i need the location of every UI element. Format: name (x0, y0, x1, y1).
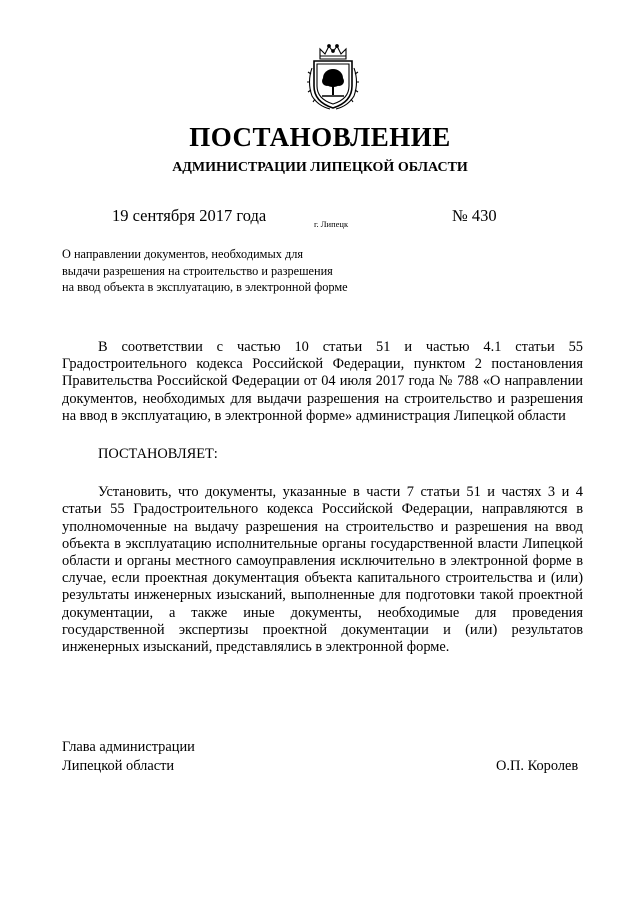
subject-line: выдачи разрешения на строительство и разрешения (62, 263, 333, 278)
document-subject (62, 246, 382, 296)
document-number: № 430 (452, 206, 497, 225)
signatory-position (62, 738, 195, 776)
preamble-paragraph: В соответствии с частью 10 статьи 51 и частью 4.1 статьи 55 Градостроительного кодекса Российской Федерации, пунктом 2 постановления Правительства Российской Федерации от 04 июля 2017 года № 788 «О направлении документов, необходимых для выдачи разрешения на строительство и разрешения на ввод в эксплуатацию, в электронной форме» администрация Липецкой области (62, 339, 583, 424)
signatory-position-line: Глава администрации (62, 739, 195, 755)
document-date: 19 сентября 2017 года (112, 206, 267, 225)
subject-line: на ввод объекта в эксплуатацию, в электронной форме (62, 280, 348, 294)
resolution-paragraph: Установить, что документы, указанные в части 7 статьи 51 и частях 3 и 4 статьи 55 Градостроительного кодекса Российской Федерации, направляются в уполномоченные на выдачу разрешения на строительство и разрешения на ввод объекта в эксплуатацию исполнительные органы государственной власти Липецкой области и органы местного самоуправления исключительно в электронной форме в случае, если проектная документация объекта капитального строительства и (или) результаты инженерных изысканий, выполненные для подготовки такой проектной документации, а также иные документы, необходимые для проведения государственной экспертизы проектной документации и (или) результатов инженерных изысканий, представлялись в электронной форме. (62, 484, 583, 656)
document-title: ПОСТАНОВЛЕНИЕ (189, 122, 451, 152)
subject-line: О направлении документов, необходимых для (62, 247, 304, 261)
signatory-name: О.П. Королев (496, 758, 579, 774)
issuing-authority: АДМИНИСТРАЦИИ ЛИПЕЦКОЙ ОБЛАСТИ (172, 160, 468, 175)
signatory-position-line: Липецкой области (62, 758, 175, 774)
document-city: г. Липецк (314, 219, 349, 229)
decree-word: ПОСТАНОВЛЯЕТ: (98, 446, 218, 463)
document-body (62, 339, 583, 656)
lipetsk-coat-of-arms-icon (306, 42, 360, 112)
